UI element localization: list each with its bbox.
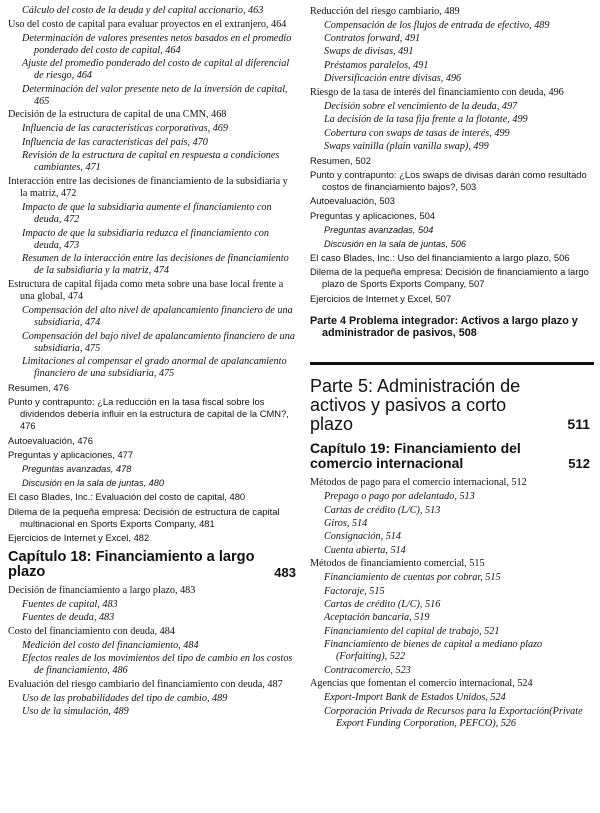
toc-subentry: Resumen de la interacción entre las decisiones de financiamiento de la subsidiaria y la matriz, 474 — [22, 253, 289, 277]
toc-section-item: Dilema de la pequeña empresa: Decisión de financiamiento a largo plazo de Sports Exports Company, 507 — [310, 266, 589, 290]
toc-section-item: Ejercicios de Internet y Excel, 507 — [310, 292, 452, 304]
toc-subentry: Efectos reales de los movimientos del tipo de cambio en los costos de financiamiento, 486 — [22, 653, 293, 677]
toc-subentry: Giros, 514 — [324, 517, 368, 529]
toc-subentry: Contratos forward, 491 — [324, 32, 421, 44]
toc-entry: Agencias que fomentan el comercio internacional, 524 — [310, 678, 533, 690]
toc-entry: Uso del costo de capital para evaluar proyectos en el extranjero, 464 — [8, 18, 287, 30]
toc-section-subitem: Preguntas avanzadas, 478 — [22, 463, 132, 474]
toc-subentry: Financiamiento de bienes de capital a mediano plazo (Forfaiting), 522 — [324, 639, 543, 663]
toc-subentry: Swaps vainilla (plain vanilla swap), 499 — [324, 140, 489, 152]
toc-right-block-1 — [310, 6, 594, 305]
toc-entry: Costo del financiamiento con deuda, 484 — [8, 625, 175, 637]
toc-subentry: Prepago o pago por adelantado, 513 — [324, 491, 475, 503]
toc-right-column — [310, 4, 594, 730]
toc-subentry: Uso de la simulación, 489 — [22, 706, 129, 718]
chapter-18-heading — [8, 550, 296, 581]
toc-entry: Métodos de financiamiento comercial, 515 — [310, 558, 485, 570]
toc-section-subitem: Preguntas avanzadas, 504 — [324, 224, 434, 235]
part-4-integrator-problem: Parte 4 Problema integrador: Activos a largo plazo y administrador de pasivos, 508 — [310, 314, 578, 340]
toc-subentry: Cuenta abierta, 514 — [324, 544, 406, 556]
toc-right-block-2 — [310, 477, 594, 729]
toc-entry: Métodos de pago para el comercio internacional, 512 — [310, 477, 527, 489]
toc-entry: Reducción del riesgo cambiario, 489 — [310, 5, 460, 17]
toc-subentry: Determinación del valor presente neto de la inversión de capital, 465 — [22, 83, 288, 107]
toc-subentry: Aceptación bancaria, 519 — [324, 612, 430, 624]
part-5-title: Parte 5: Administración de activos y pasivos a corto plazo — [310, 376, 521, 435]
toc-subentry: Contracomercio, 523 — [324, 664, 411, 676]
toc-subentry: Compensación del bajo nivel de apalancamiento financiero de una subsidiaria, 475 — [22, 330, 295, 354]
toc-entry: Evaluación del riesgo cambiario del financiamiento con deuda, 487 — [8, 678, 283, 690]
toc-section-item: Autoevaluación, 476 — [8, 434, 93, 446]
part-5-divider — [310, 362, 594, 434]
toc-subentry: Fuentes de deuda, 483 — [22, 612, 115, 624]
toc-subentry: Determinación de valores presentes netos basados en el promedio ponderado del costo de capital, 464 — [22, 32, 292, 56]
chapter-18-title: Capítulo 18: Financiamiento a largo plazo — [8, 548, 255, 581]
toc-section-subitem: Discusión en la sala de juntas, 480 — [22, 478, 164, 489]
toc-entry: Decisión de la estructura de capital de una CMN, 468 — [8, 109, 227, 121]
toc-subentry: Préstamos paralelos, 491 — [324, 59, 429, 71]
toc-subentry: Cartas de crédito (L/C), 516 — [324, 599, 441, 611]
toc-subentry: Financiamiento del capital de trabajo, 521 — [324, 625, 500, 637]
toc-subentry: Ajuste del promedio ponderado del costo de capital al diferencial de riesgo, 464 — [22, 58, 290, 82]
part-5-page: 511 — [567, 416, 590, 433]
toc-subentry: Diversificación entre divisas, 496 — [324, 73, 462, 85]
toc-subentry: Swaps de divisas, 491 — [324, 46, 414, 58]
toc-subentry: Factoraje, 515 — [324, 585, 385, 597]
toc-left-block-2 — [8, 585, 296, 718]
toc-entry: Decisión de financiamiento a largo plazo, 483 — [8, 584, 196, 596]
toc-section-item: Punto y contrapunto: ¿La reducción en la tasa fiscal sobre los dividendos debería influir en la estructura de capital de la CMN?, 476 — [8, 396, 289, 432]
toc-subentry: Cartas de crédito (L/C), 513 — [324, 504, 441, 516]
toc-section-item: Ejercicios de Internet y Excel, 482 — [8, 531, 150, 543]
toc-subentry: Medición del costo del financiamiento, 484 — [22, 639, 199, 651]
toc-subentry: Compensación del alto nivel de apalancamiento financiero de una subsidiaria, 474 — [22, 305, 293, 329]
toc-subentry: Impacto de que la subsidiaria aumente el financiamiento con deuda, 472 — [22, 202, 272, 226]
toc-subentry: Decisión sobre el vencimiento de la deuda, 497 — [324, 100, 518, 112]
toc-left-column — [8, 4, 296, 718]
toc-section-item: Resumen, 476 — [8, 382, 69, 394]
toc-subentry: Compensación de los flujos de entrada de efectivo, 489 — [324, 19, 550, 31]
toc-subentry: Influencia de las características del país, 470 — [22, 136, 208, 148]
toc-section-item: El caso Blades, Inc.: Evaluación del costo de capital, 480 — [8, 491, 246, 503]
toc-subentry: Corporación Privada de Recursos para la Exportación(Private Export Funding Corporation, PEFCO), 526 — [324, 705, 583, 729]
toc-subentry: Consignación, 514 — [324, 531, 401, 543]
toc-subentry: Limitaciones al compensar el grado anormal de apalancamiento financiero de una subsidiaria, 475 — [22, 356, 287, 380]
toc-left-block-1 — [8, 5, 296, 543]
toc-subentry: Fuentes de capital, 483 — [22, 598, 118, 610]
toc-subentry: Uso de las probabilidades del tipo de cambio, 489 — [22, 692, 228, 704]
toc-section-item: Resumen, 502 — [310, 155, 371, 167]
chapter-19-page: 512 — [568, 456, 590, 472]
toc-section-item: El caso Blades, Inc.: Uso del financiamiento a largo plazo, 506 — [310, 252, 570, 264]
toc-subentry: Cálculo del costo de la deuda y del capital accionario, 463 — [22, 5, 264, 17]
part-5-heading — [310, 377, 594, 434]
toc-subentry: Cobertura con swaps de tasas de interés, 499 — [324, 127, 510, 139]
toc-section-item: Preguntas y aplicaciones, 477 — [8, 448, 134, 460]
toc-subentry: Influencia de las características corporativas, 469 — [22, 123, 228, 135]
toc-section-item: Dilema de la pequeña empresa: Decisión de estructura de capital multinacional en Sports Exports Company, 481 — [8, 505, 280, 529]
chapter-19-title: Capítulo 19: Financiamiento del comercio internacional — [310, 440, 521, 472]
toc-entry: Riesgo de la tasa de interés del financiamiento con deuda, 496 — [310, 86, 564, 98]
toc-subentry: La decisión de la tasa fija frente a la flotante, 499 — [324, 114, 528, 126]
toc-subentry: Financiamiento de cuentas por cobrar, 515 — [324, 572, 501, 584]
chapter-18-page: 483 — [274, 565, 296, 581]
toc-section-subitem: Discusión en la sala de juntas, 506 — [324, 239, 466, 250]
toc-subentry: Impacto de que la subsidiaria reduzca el financiamiento con deuda, 473 — [22, 227, 269, 251]
toc-subentry: Revisión de la estructura de capital en respuesta a condiciones cambiantes, 471 — [22, 150, 280, 174]
toc-entry: Interacción entre las decisiones de financiamiento de la subsidiaria y la matriz, 472 — [8, 175, 288, 200]
toc-subentry: Export-Import Bank de Estados Unidos, 524 — [324, 692, 506, 704]
chapter-19-heading — [310, 441, 594, 471]
toc-section-item: Autoevaluación, 503 — [310, 195, 395, 207]
toc-entry: Estructura de capital fijada como meta sobre una base local frente a una global, 474 — [8, 278, 284, 303]
toc-section-item: Punto y contrapunto: ¿Los swaps de divisas darán como resultado costos de financiamiento bajos?, 503 — [310, 169, 587, 193]
toc-section-item: Preguntas y aplicaciones, 504 — [310, 209, 436, 221]
